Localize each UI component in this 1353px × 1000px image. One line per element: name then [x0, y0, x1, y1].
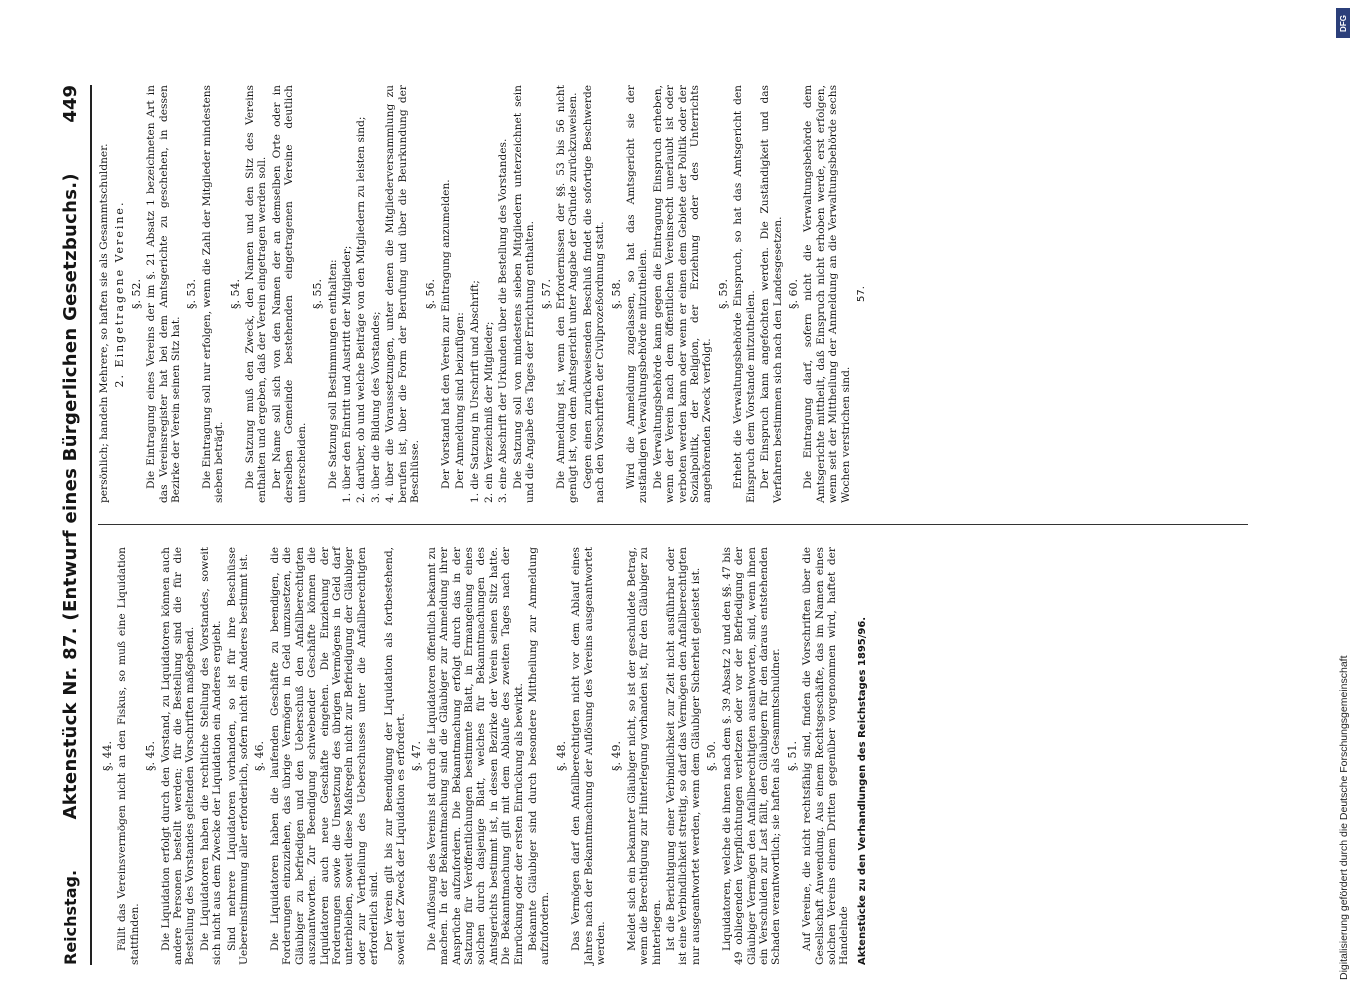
paragraph: Die Satzung soll Bestimmungen enthalten:: [326, 259, 339, 489]
section-title: §. 52.: [129, 279, 143, 309]
section-title: §. 58.: [609, 279, 623, 309]
header-left: Reichstag.: [60, 869, 80, 965]
paragraph: Die Satzung soll von mindestens sieben Mitgliedern unterzeichnet sein und die Angabe des Tages der Errichtung enthalten.: [511, 85, 537, 503]
paragraph: Fällt das Vereinsvermögen nicht an den Fiskus, so muß eine Liquidation stattfinden.: [116, 547, 141, 965]
paragraph: Die Eintragung darf, sofern nicht die Verwaltungsbehörde dem Amtsgerichte mittheilt, daß Einspruch nicht erhoben werde, erst erfolgen, wenn seit der Mittheilung der Anmeldung an die Verwaltungsbehörde sechs Wochen verstrichen sind.: [802, 85, 852, 503]
section-title: §. 48.: [554, 741, 568, 771]
paragraph: Die Satzung muß den Zweck, den Namen und den Sitz des Vereins enthalten und ergeben, daß der Verein eingetragen werden soll.: [244, 85, 269, 503]
paragraph: Liquidatoren, welche die ihnen nach dem §. 39 Absatz 2 und den §§. 47 bis 49 obliegenden Verpflichtungen verletzen oder vor der Befriedigung der Gläubiger Vermögen den Anfallberechtigten ausantworten, sind, wenn ihnen ein Verschulden zur Last fällt, den Gläubigern für den daraus entstehenden Schaden verantwortlich; sie haften als Gesammtschuldner.: [720, 547, 783, 965]
sidebar-credit: [1336, 10, 1352, 990]
rotated-page: [52, 85, 1292, 965]
section-title: §. 59.: [716, 279, 730, 309]
page-number: 449: [59, 85, 81, 123]
section-title: §. 54.: [228, 279, 242, 309]
paragraph: Die Liquidatoren haben die rechtliche Stellung des Vorstandes, soweit sich nicht aus dem Zwecke der Liquidation ein Anderes ergiebt.: [198, 547, 224, 965]
section-title: §. 55.: [311, 279, 325, 309]
section-title: §. 56.: [424, 279, 438, 309]
funding-note: Digitalisierung gefördert durch die Deutsche Forschungsgemeinschaft: [1338, 655, 1350, 980]
footer-note: Aktenstücke zu den Verhandlungen des Reichstages 1895/96.: [856, 616, 868, 965]
paragraph: Der Vorstand hat den Verein zur Eintragung anzumelden.: [439, 179, 452, 489]
header-rule: [90, 85, 92, 965]
subheading: 2. Eingetragene Vereine.: [113, 200, 127, 388]
section-title: §. 60.: [786, 279, 800, 309]
paragraph: Erhebt die Verwaltungsbehörde Einspruch, so hat das Amtsgericht den Einspruch dem Vorstande mitzutheilen.: [732, 85, 757, 503]
section-title: §. 57.: [539, 279, 553, 309]
paragraph: Die Auflösung des Vereins ist durch die Liquidatoren öffentlich bekannt zu machen. In der Bekanntmachung sind die Gläubiger zur Anmeldung ihrer Ansprüche aufzufordern. Die Bekanntmachung erfolgt durch das in der Satzung für Veröffentlichungen bestimmte Blatt, in Ermangelung eines solchen durch dasjenige Blatt, welches für Bekanntmachungen des Amtsgerichts bestimmt ist, in dessen Bezirke der Verein seinen Sitz hatte. Die Bekanntmachung gilt mit dem Ablaufe des zweiten Tages nach der Einrückung oder der ersten Einrückung als bewirkt.: [425, 547, 525, 965]
paragraph: Der Verein gilt bis zur Beendigung der Liquidation als fortbestehend, soweit der Zweck der Liquidation es erfordert.: [382, 547, 407, 965]
paragraph: Der Einspruch kann angefochten werden. Die Zuständigkeit und das Verfahren bestimmen sich nach den Landesgesetzen.: [759, 85, 784, 503]
scanned-page: [22, 55, 1322, 985]
left-column: [98, 547, 869, 965]
paragraph: Sind mehrere Liquidatoren vorhanden, so ist für ihre Beschlüsse Uebereinstimmung aller erforderlich, sofern nicht ein Anderes bestimmt ist.: [225, 547, 251, 965]
section-title: §. 46.: [253, 741, 267, 771]
section-title: §. 47.: [410, 741, 424, 771]
right-column: [98, 85, 868, 503]
paragraph: Die Anmeldung ist, wenn den Erfordernissen der §§. 53 bis 56 nicht genügt ist, von dem Amtsgericht unter Angabe der Gründe zurückzuweisen.: [555, 85, 580, 503]
paragraph: Die Liquidation erfolgt durch den Vorstand, zu Liquidatoren können auch andere Personen bestellt werden; für die Bestellung sind die für die Bestellung des Vorstandes geltenden Vorschriften maßgebend.: [159, 547, 197, 965]
list-item: 2. ein Verzeichniß der Mitglieder;: [482, 321, 495, 503]
paragraph: Die Eintragung soll nur erfolgen, wenn die Zahl der Mitglieder mindestens sieben beträgt.: [200, 85, 226, 503]
column-divider: [98, 524, 1248, 525]
section-title: §. 50.: [705, 741, 719, 771]
section-title: §. 45.: [144, 741, 158, 771]
list-item: 1. die Satzung in Urschrift und Abschrift;: [468, 280, 481, 503]
paragraph: Gegen einen zurückweisenden Beschluß findet die sofortige Beschwerde nach den Vorschriften der Civilprozeßordnung statt.: [581, 85, 607, 503]
paragraph: Der Anmeldung sind beizufügen:: [454, 312, 467, 489]
paragraph: Meldet sich ein bekannter Gläubiger nicht, so ist der geschuldete Betrag, wenn die Berechtigung zur Hinterlegung vorhanden ist, für den Gläubiger zu hinterlegen.: [625, 547, 663, 965]
list-item: 1. über den Eintritt und Austritt der Mitglieder;: [340, 245, 353, 503]
section-title: §. 51.: [785, 741, 799, 771]
list-item: 2. darüber, ob und welche Beiträge von den Mitgliedern zu leisten sind;: [355, 116, 368, 503]
paragraph: persönlich; handeln Mehrere, so haften sie als Gesammtschuldner.: [98, 143, 110, 503]
paragraph: Die Liquidatoren haben die laufenden Geschäfte zu beendigen, die Forderungen einzuziehen, das übrige Vermögen in Geld umzusetzen, die Gläubiger zu befriedigen und den Ueberschuß den Anfallberechtigten auszuantworten. Zur Beendigung schwebender Geschäfte können die Liquidatoren auch neue Geschäfte eingehen. Die Einziehung der Forderungen sowie die Umsetzung des übrigen Vermögens in Geld darf unterbleiben, soweit diese Maßregeln nicht zur Befriedigung der Gläubiger oder zur Vertheilung des Ueberschusses unter die Anfallberechtigten erforderlich sind.: [268, 547, 381, 965]
section-title: §. 49.: [610, 741, 624, 771]
paragraph: Auf Vereine, die nicht rechtsfähig sind, finden die Vorschriften über die Gesellschaft Anwendung. Aus einem Rechtsgeschäfte, das im Namen eines solchen Vereins einem Dritten gegenüber vorgenommen wird, haftet der Handelnde: [801, 547, 851, 965]
paragraph: Ist die Berichtigung einer Verbindlichkeit zur Zeit nicht ausführbar oder ist eine Verbindlichkeit streitig, so darf das Vermögen den Anfallberechtigten nur ausgeantwortet werden, wenn dem Gläubiger Sicherheit geleistet ist.: [665, 547, 702, 965]
list-item: 3. über die Bildung des Vorstandes;: [369, 311, 382, 503]
paragraph: Die Verwaltungsbehörde kann gegen die Eintragung Einspruch erheben, wenn der Verein nach dem öffentlichen Vereinsrecht unerlaubt ist oder verboten werden kann oder wenn er einen dem Gebiete der Politik oder der Sozialpolitik, der Religion, der Erziehung oder des Unterrichts angehörenden Zweck verfolgt.: [651, 85, 714, 503]
paragraph: Die Eintragung eines Vereins der im §. 21 Absatz 1 bezeichneten Art in das Vereinsregister hat bei dem Amtsgerichte zu geschehen, in dessen Bezirke der Verein seinen Sitz hat.: [145, 85, 183, 503]
page-header: [52, 85, 88, 965]
list-item: 3. eine Abschrift der Urkunden über die Bestellung des Vorstandes.: [497, 138, 510, 503]
dfg-logo: DFG: [1336, 8, 1350, 38]
paragraph: Der Name soll sich von den Namen der an demselben Orte oder in derselben Gemeinde bestehenden eingetragenen Vereine deutlich unterscheiden.: [270, 85, 308, 503]
list-item: 4. über die Voraussetzungen, unter denen die Mitgliederversammlung zu berufen ist, über die Form der Berufung und über die Beurkundung der Beschlüsse.: [384, 85, 421, 503]
page-mark: 57.: [855, 286, 867, 302]
paragraph: Wird die Anmeldung zugelassen, so hat das Amtsgericht sie der zuständigen Verwaltungsbehörde mitzutheilen.: [625, 85, 650, 503]
paragraph: Das Vermögen darf den Anfallberechtigten nicht vor dem Ablauf eines Jahres nach der Bekanntmachung der Auflösung des Vereins ausgeantwortet werden.: [570, 547, 608, 965]
paragraph: Bekannte Gläubiger sind durch besondere Mittheilung zur Anmeldung aufzufordern.: [527, 547, 552, 965]
section-title: §. 53.: [185, 279, 199, 309]
header-title: Aktenstück Nr. 87. (Entwurf eines Bürgerlichen Gesetzbuchs.): [59, 173, 81, 820]
section-title: §. 44.: [101, 741, 114, 771]
